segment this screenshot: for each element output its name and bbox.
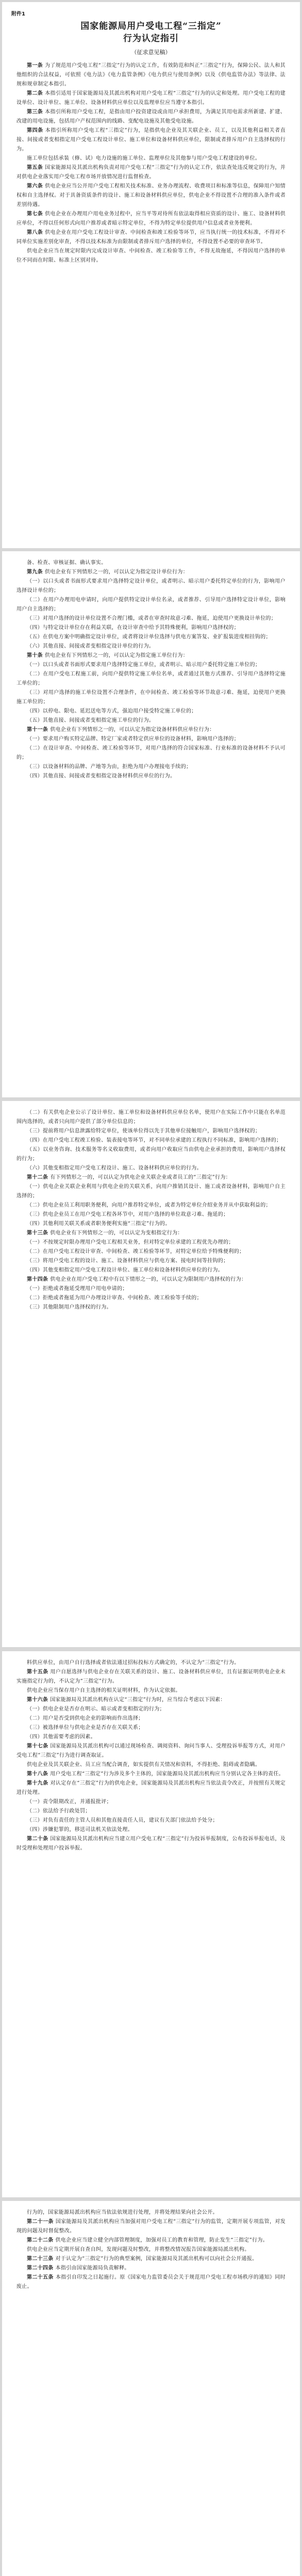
paragraph-text: （二）用户是否受到供电企业的影响而作出选择； <box>27 1716 144 1721</box>
article-paragraph <box>16 182 286 210</box>
article-number: 第二十四条 <box>27 2265 54 2271</box>
paragraph <box>16 1266 286 1275</box>
article-paragraph <box>16 228 286 247</box>
article-paragraph <box>16 126 286 154</box>
paragraph-text: （二）在用户办理用电申请时，向用户提供特定设计单位名录，或者推荐、引导用户选择特定设计单位，影响用户自主选择的； <box>16 597 286 612</box>
article-paragraph <box>16 2264 286 2273</box>
paragraph <box>16 1807 286 1816</box>
paragraph-text: 料供应单位，由用户自行选择或者依法通过招标投标方式确定的，不认定为“三指定”行为。 <box>27 1660 240 1666</box>
article-paragraph <box>16 89 286 108</box>
paragraph-text: （六）其他直接、间接或者变相指定设计单位的行为。 <box>27 643 155 649</box>
paragraph <box>16 596 286 614</box>
paragraph-text: 国家能源局及其派出机构应当加强对用户受电工程“三指定”行为的监管，定期开展专项监管，对发现的问题及时督促整改。 <box>16 2219 286 2234</box>
article-paragraph <box>16 2236 286 2245</box>
paragraph-text: （三）提前将用户信息泄露给特定单位，使该单位得以先于其他单位接触用户，影响用户选择权的； <box>27 1128 261 1134</box>
paragraph-text: （五）在供电方案中明确指定设计单位，或者将设计单位选择与供电方案答复、业扩报装进度相挂钩的； <box>27 634 271 640</box>
article-paragraph <box>16 61 286 89</box>
article-number: 第十五条 <box>27 1669 48 1675</box>
paragraph <box>16 1247 286 1257</box>
paragraph <box>16 1816 286 1825</box>
paragraph-text: 供电企业有下列情形之一的，可以认定为变相指定行为： <box>50 1230 183 1236</box>
paragraph <box>16 762 286 772</box>
paragraph <box>16 1733 286 1742</box>
article-number: 第十九条 <box>27 1781 48 1786</box>
article-number: 第十六条 <box>27 1697 48 1703</box>
paragraph-text: （三）对负有责任的主管人员和其他直接责任人员，建议有关部门依法给予处分； <box>27 1818 218 1823</box>
article-paragraph <box>16 1779 286 1798</box>
paragraph-text: （二）依法给予行政处罚； <box>27 1808 91 1814</box>
article-number: 第十二条 <box>27 1175 48 1180</box>
paragraph-text: （一）供电企业是否存在明示、暗示或者变相指定的行为； <box>27 1706 165 1712</box>
article-paragraph <box>16 651 286 660</box>
paragraph-text: 本指引所称用户受电工程“三指定”行为，是指供电企业及其关联企业、员工，以及其他利益相关者直接、间接或者变相指定用户受电工程设计单位、施工单位和设备材料供应单位，限制或者排斥用户自主选择权的行为。 <box>16 128 286 152</box>
article-number: 第十三条 <box>27 1230 48 1236</box>
paragraph-text: 对于认定为“三指定”行为的典型案例，国家能源局及其派出机构可以向社会公开通报。 <box>55 2256 258 2262</box>
paragraph-text: （三）对用户选择的设计单位设置不合理门槛，或者在审查时故意刁难、拖延，迫使用户更换设计单位的； <box>27 616 277 621</box>
paragraph <box>16 614 286 623</box>
paragraph <box>16 1303 286 1312</box>
paragraph-text: （三）将用户受电工程的设计、施工、设备材料供应与供电方案、接电时间等挂钩的； <box>27 1258 229 1264</box>
article-paragraph <box>16 2217 286 2236</box>
paragraph <box>16 1714 286 1723</box>
paragraph <box>16 1760 286 1770</box>
paragraph-text: 供电企业在用户受电工程设计审查、中间检查和竣工检验等环节，应当执行统一的技术标准，不得对不同单位实施差别化审查，不得以技术标准为由限制或者排斥用户选择的单位，不得设置不必要的审查环节。 <box>16 230 286 245</box>
article-number: 第九条 <box>27 569 43 575</box>
article-paragraph <box>16 1696 286 1705</box>
paragraph <box>16 154 286 163</box>
article-paragraph <box>16 108 286 126</box>
article-paragraph <box>16 1668 286 1686</box>
paragraph-text: 供电企业应当在规定时限内完成设计审查、中间检查、竣工检验等工作，不得无故拖延，不得因用户选择的单位不同而在时限、标准上区别对待。 <box>16 248 286 263</box>
paragraph <box>16 247 286 265</box>
paragraph-text: （一）供电企业关联企业利用与供电企业的关联关系，向用户推销其设计、施工或者设备材料，影响用户自主选择的； <box>16 1184 286 1199</box>
document-subtitle: （征求意见稿） <box>131 49 171 56</box>
paragraph-text: 本指引自印发之日起施行。原《国家电力监管委员会关于规范用户受电工程市场秩序的通知》同时废止。 <box>16 2275 286 2290</box>
paragraph <box>16 735 286 744</box>
article-number: 第二十一条 <box>27 2219 54 2225</box>
paragraph <box>16 2208 286 2217</box>
article-paragraph <box>16 2273 286 2292</box>
article-number: 第二十三条 <box>27 2256 54 2262</box>
document-page-1 <box>2 2 300 548</box>
article-paragraph <box>16 2255 286 2264</box>
article-number: 第二十五条 <box>27 2275 54 2280</box>
paragraph-text: （二）拒绝或者拖延为用户办理设计审查、中间检查、竣工检验等手续的； <box>27 1295 202 1301</box>
paragraph <box>16 558 286 568</box>
paragraph-text: 本指引由国家能源局负责解释。 <box>55 2265 130 2271</box>
paragraph <box>16 1219 286 1229</box>
paragraph <box>16 1164 286 1173</box>
paragraph-text: 供电企业有下列情形之一的，可以认定为指定设备材料供应单位行为： <box>50 727 215 733</box>
paragraph <box>16 1825 286 1835</box>
paragraph-text: （五）以业务咨询、技术服务等名义收取费用，或者向用户收取应当由供电企业承担的费用，影响用户选择权的行为； <box>16 1147 286 1162</box>
paragraph-text: （一）以口头或者书面形式要求用户选择特定设计单位，或者明示、暗示用户委托特定单位的行为，影响用户选择设计单位的； <box>16 579 286 594</box>
article-number: 第十八条 <box>27 1771 48 1777</box>
paragraph-text: （四）涉嫌犯罪的，移送司法机关依法处理。 <box>27 1827 133 1833</box>
paragraph <box>16 707 286 716</box>
paragraph-text: （一）拒绝或者拖延受理用户用电申请的； <box>27 1286 128 1292</box>
paragraph-text: 国家能源局及其派出机构在认定“三指定”行为时，应当综合考虑以下因素： <box>50 1697 226 1703</box>
paragraph <box>16 1658 286 1668</box>
article-number: 第七条 <box>27 211 43 217</box>
article-number: 第十四条 <box>27 1277 48 1282</box>
paragraph <box>16 623 286 633</box>
article-paragraph <box>16 1770 286 1779</box>
page-body <box>16 2208 286 2292</box>
paragraph <box>16 688 286 707</box>
paragraph-text: 有下列情形之一的，可以认定为供电企业关联企业或者员工的“三指定”行为： <box>50 1175 231 1180</box>
paragraph-text: 为了规范用户受电工程“三指定”行为的认定工作，有效防范和纠正“三指定”行为，保障公民、法人和其他组织的合法权益，可依照《电力法》《电力监管条例》《电力供应与使用条例》以及《供电监管办法》等法律、法规和规章制定本指引。 <box>16 63 286 87</box>
paragraph-text: 对认定存在“三指定”行为的供电企业，国家能源局及其派出机构应当依法责令改正，并按照有关规定进行处理。 <box>16 1781 286 1795</box>
paragraph-text: （四）以停电、限电、延迟送电等方式，强迫用户接受特定施工单位的； <box>27 708 197 714</box>
paragraph-text: 供电企业应当建立健全内部管理制度，加强对员工的教育和管理，防止发生“三指定”行为。 <box>55 2238 269 2243</box>
paragraph <box>16 577 286 596</box>
paragraph-text: （四）与特定设计单位存在利益关联，在设计审查中给予其特殊便利，影响用户选择权的； <box>27 625 239 631</box>
paragraph-text: （二）有关供电企业公示了设计单位、施工单位和设备材料供应单位名单，使用户在实际工作中只能在名单范围内选择的，或者只向用户提供了部分单位信息的； <box>16 1110 286 1125</box>
paragraph-text: 本指引适用于国家能源局及其派出机构对用户受电工程“三指定”行为的认定和处理。用户受电工程的建设单位、设计单位、施工单位、设备材料供应单位以及监理单位应当遵守本指引。 <box>16 91 286 106</box>
paragraph <box>16 1210 286 1219</box>
paragraph-text: （五）其他直接、间接或者变相指定施工单位的行为。 <box>27 718 155 723</box>
paragraph-text: 供电企业应当公开用户受电工程相关技术标准、业务办理流程、收费项目和标准等信息，保障用户知情权和自主选择权。对于具备资质条件的设计、施工和设备材料供应单位，供电企业不得设置不合理的准入条件或者差别待遇。 <box>16 183 286 208</box>
paragraph-text: 用户自愿选择与供电企业存在关联关系的设计、施工、设备材料供应单位，且有证据证明供电企业未实施指定行为的，不认定为“三指定”行为。 <box>16 1669 286 1684</box>
paragraph-text: 用户受电工程“三指定”行为涉及多个主体的，国家能源局及其派出机构应当分别认定各主体的责任。 <box>50 1771 284 1777</box>
paragraph-text: （三）供电企业员工在用户受电工程各环节中，对用户选择的单位故意刁难、拖延的； <box>27 1212 229 1217</box>
paragraph <box>16 716 286 725</box>
paragraph-text: 供电企业应当保存用户自主选择的相关证明材料，作为认定依据。 <box>27 1688 181 1693</box>
paragraph-text: （三）被选择单位与供电企业是否存在关联关系； <box>27 1725 144 1731</box>
paragraph-text: （一）要求用户购买特定品牌、特定厂家或者特定供应单位的设备材料，影响用户选择的； <box>27 736 239 742</box>
article-number: 第一条 <box>27 63 43 69</box>
article-number: 第十一条 <box>27 727 48 733</box>
paragraph <box>16 1798 286 1807</box>
document-page-3 <box>2 1101 300 1647</box>
article-number: 第二十条 <box>27 1836 48 1842</box>
paragraph <box>16 1182 286 1201</box>
paragraph-text: 供电企业有下列情形之一的，可以认定为指定设计单位行为： <box>44 569 189 575</box>
article-number: 第八条 <box>27 230 43 235</box>
paragraph <box>16 1201 286 1210</box>
paragraph <box>16 1136 286 1145</box>
article-number: 第四条 <box>27 128 43 133</box>
paragraph-text: 施工单位包括承装（修、试）电力设施的施工单位、监理单位及其他参与用户受电工程建设的单位。 <box>27 156 261 161</box>
paragraph <box>16 660 286 670</box>
paragraph-text: （四）其他利用关联关系或者职务便利实施“三指定”行为的。 <box>27 1221 171 1227</box>
paragraph-text: （四）在用户受电工程竣工检验、装表接电等环节，对不同单位承建的工程执行不同标准，影响用户选择的； <box>27 1138 282 1143</box>
article-paragraph <box>16 1173 286 1182</box>
paragraph <box>16 1294 286 1303</box>
paragraph <box>16 1686 286 1696</box>
paragraph <box>16 670 286 688</box>
paragraph <box>16 744 286 762</box>
paragraph <box>16 1284 286 1294</box>
paragraph-text: （二）供电企业员工利用职务便利，向用户推荐特定单位，或者为特定单位介绍业务并从中获取利益的； <box>27 1202 271 1208</box>
article-number: 第十七条 <box>27 1743 48 1749</box>
paragraph-text: 国家能源局及其派出机构可以通过现场检查、调阅资料、询问当事人、受理投诉举报等方式，对用户受电工程“三指定”行为进行调查取证。 <box>16 1743 286 1758</box>
paragraph-text: （四）其他需要考虑的因素。 <box>27 1734 96 1740</box>
paragraph <box>16 1705 286 1714</box>
paragraph-text: （三）对用户选择的施工单位设置不合理条件，在中间检查、竣工检验等环节故意刁难、拖延，迫使用户更换施工单位的； <box>16 690 286 705</box>
paragraph <box>16 633 286 642</box>
paragraph-text: （二）在设计审查、中间检查、竣工检验等环节，对用户选择的符合国家标准、行业标准的设备材料不予认可的； <box>16 745 286 760</box>
paragraph <box>16 1257 286 1266</box>
paragraph-text: （三）以设备材料的品牌、产地等为由，拒绝为用户办理接电手续的； <box>27 764 192 770</box>
article-number: 第六条 <box>27 183 43 189</box>
article-paragraph <box>16 725 286 735</box>
paragraph <box>16 1238 286 1247</box>
paragraph <box>16 1127 286 1136</box>
paragraph-text: 国家能源局及其派出机构负责对用户受电工程“三指定”行为的认定工作，依法查处违反规定的行为，并对供电企业落实用户受电工程市场开放情况进行监督检查。 <box>16 165 286 180</box>
paragraph-text: 供电企业在办理用户用电业务过程中，应当平等对待所有依法取得相应资质的设计、施工、设备材料供应单位，不得以任何形式向用户推荐或者暗示特定单位，不得为特定单位提供用户信息或者业务便利。 <box>16 211 286 226</box>
paragraph-text: 本指引所称用户受电工程，是指由用户投资建设或由用户承担费用，为满足其用电需求所新建、扩建、改建的用电设施，包括用户产权范围内的线路、变配电设施及其他受电设施。 <box>16 109 286 124</box>
article-number: 第五条 <box>27 165 43 171</box>
attachment-label: 附件1 <box>11 11 25 17</box>
document-page-4 <box>2 1651 300 2197</box>
document-title <box>16 20 286 45</box>
paragraph-text: 国家能源局及其派出机构应当建立用户受电工程“三指定”行为投诉举报制度，公布投诉举报电话，及时受理和处理用户投诉举报。 <box>16 1836 286 1851</box>
article-paragraph <box>16 210 286 228</box>
paragraph-text: （三）其他限制用户选择权的行为。 <box>27 1304 112 1310</box>
article-number: 第十条 <box>27 653 43 658</box>
document-page-5 <box>2 2201 300 2576</box>
article-paragraph <box>16 1229 286 1238</box>
article-paragraph <box>16 1742 286 1760</box>
page-body <box>16 61 286 265</box>
page-body <box>16 1108 286 1312</box>
article-paragraph <box>16 163 286 182</box>
paragraph <box>16 2245 286 2255</box>
paragraph <box>16 1145 286 1164</box>
article-number: 第三条 <box>27 109 43 115</box>
page-body <box>16 558 286 781</box>
paragraph-text: 行为的，国家能源局派出机构应当依法依规进行处理，并将处理结果向社会公开。 <box>27 2210 218 2215</box>
paragraph-text: （四）其他直接、间接或者变相指定设备材料供应单位的行为。 <box>27 773 176 779</box>
paragraph <box>16 642 286 651</box>
title-line-1: 国家能源局用户受电工程“三指定” <box>80 21 222 31</box>
paragraph <box>16 1108 286 1127</box>
paragraph <box>16 772 286 781</box>
document-page-2 <box>2 551 300 1097</box>
paragraph-text: 供电企业及其关联企业、员工应当配合调查，如实提供有关情况和资料，不得拒绝、阻碍或者隐瞒。 <box>27 1762 261 1768</box>
paragraph-text: （一）不按规定时限办理用户受电工程相关业务，但对特定单位承建的工程优先办理的； <box>27 1240 234 1245</box>
paragraph-text: 供电企业应当定期开展自查自纠，发现问题及时整改，并将整改情况报告国家能源局派出机构。 <box>27 2247 250 2252</box>
paragraph-text: （二）在用户受电工程设计审查、中间检查、竣工检验等环节，对特定单位给予特殊便利的； <box>27 1249 245 1255</box>
article-number: 第二条 <box>27 91 43 96</box>
paragraph-text: （二）在用户受电工程施工前，向用户提供特定施工单位名单，或者通过其他方式推荐、引导用户选择特定施工单位的； <box>16 671 286 686</box>
paragraph-text: （六）其他变相指定用户受电工程设计、施工、设备材料供应单位的行为。 <box>27 1165 202 1171</box>
paragraph-text: （一）以口头或者书面形式要求用户选择特定施工单位，或者明示、暗示用户委托特定施工单位的； <box>27 662 261 668</box>
paragraph-text: （一）责令限期改正，并通报批评； <box>27 1799 112 1805</box>
paragraph-text: 供电企业在用户受电工程中有以下情形之一的，可以认定为限制用户选择权的行为： <box>50 1277 247 1282</box>
paragraph-text: （四）其他变相指定用户受电工程设计单位、施工单位和设备材料供应单位的行为。 <box>27 1267 224 1273</box>
page-body <box>16 1658 286 1853</box>
article-paragraph <box>16 568 286 577</box>
title-line-2: 行为认定指引 <box>123 33 179 44</box>
article-number: 第二十二条 <box>27 2238 54 2243</box>
article-paragraph <box>16 1835 286 1853</box>
paragraph <box>16 1723 286 1733</box>
article-paragraph <box>16 1275 286 1284</box>
paragraph-text: 备、检查、审核证据、确认事实。 <box>27 560 107 566</box>
paragraph-text: 供电企业有下列情形之一的，可以认定为指定施工单位行为： <box>44 653 189 658</box>
